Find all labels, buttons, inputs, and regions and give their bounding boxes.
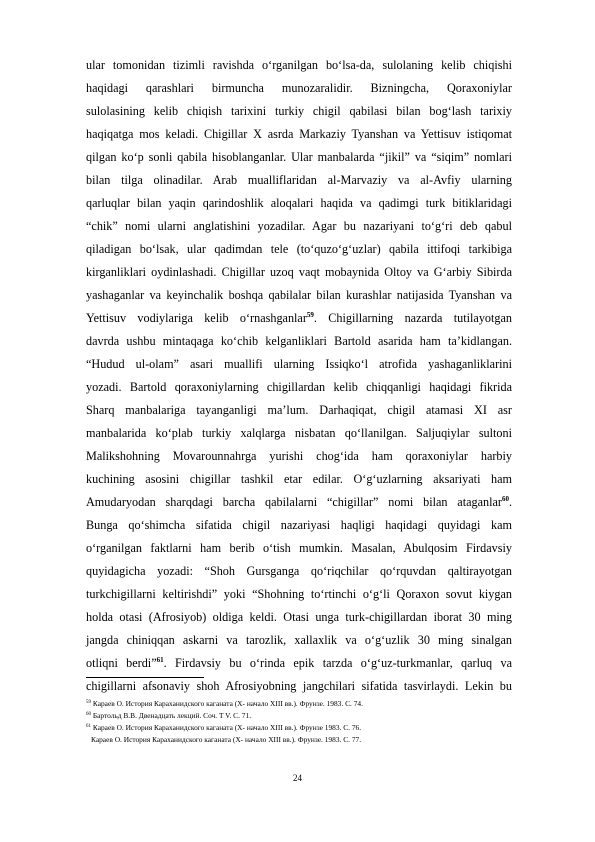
footnote-ref-59[interactable]: 59 bbox=[306, 311, 314, 319]
paragraph-line: “Hudud ul-olam” asari muallifi ularning Issiqko‘l atrofida yashaganliklarini bbox=[86, 357, 512, 371]
paragraph-line: “chik” nomi ularni anglatishini yozadilar. Agar bu nazariyani to‘g‘ri deb qabul bbox=[86, 219, 512, 233]
footnote-ref-60[interactable]: 60 bbox=[501, 495, 509, 503]
paragraph-line: Sharq manbalariga tayanganligi ma’lum. Darhaqiqat, chigil atamasi XI asr bbox=[86, 403, 512, 417]
line-text: . bbox=[508, 495, 512, 509]
paragraph-line: yashaganlar va keyinchalik boshqa qabilalar bilan kurashlar natijasida Tyanshan va bbox=[86, 288, 512, 302]
paragraph-line: kirganliklari oydinlashadi. Chigillar uzoq vaqt mobaynida Oltoy va G‘arbiy Sibirda bbox=[86, 265, 512, 279]
line-text: Amudaryodan sharqdagi barcha qabilalarni “chigillar” nomi bilan ataganlar bbox=[86, 495, 502, 509]
footnote-separator bbox=[86, 677, 204, 678]
paragraph-line bbox=[86, 311, 512, 325]
paragraph-line: bilan tilga olinadilar. Arab mualliflaridan al-Marvaziy va al-Avfiy ularning bbox=[86, 173, 512, 187]
paragraph-line bbox=[86, 495, 512, 509]
line-text: . Chigillarning nazarda tutilayotgan bbox=[313, 311, 512, 325]
footnote-text: Караев О. История Караханидского каганата (X- начало XIII вв.). Фрунзе. 1983. С. 77. bbox=[91, 735, 362, 744]
paragraph-line: kuchining asosini chigillar tashkil etar edilar. O‘g‘uzlarning aksariyati ham bbox=[86, 472, 512, 486]
paragraph-line: turkchigillarni keltirishdi” yoki “Shohning to‘rtinchi o‘g‘li Qoraxon sovut kiygan bbox=[86, 587, 512, 601]
paragraph-line: qarluqlar bilan yaqin qarindoshlik aloqalari haqida va qadimgi turk bitiklaridagi bbox=[86, 196, 512, 210]
footnote-ref-61[interactable]: 61 bbox=[156, 656, 164, 664]
paragraph-line: qilgan ko‘p sonli qabila hisoblanganlar. Ular manbalarda “jikil” va “siqim” nomlari bbox=[86, 150, 512, 164]
paragraph-line: Malikshohning Movarounnahrga yurishi chog‘ida ham qoraxoniylar harbiy bbox=[86, 449, 512, 463]
footnote-number: 59 bbox=[86, 700, 91, 705]
footnote-number: 61 bbox=[86, 724, 91, 729]
paragraph-line: haqiqatga mos keladi. Chigillar X asrda Markaziy Tyanshan va Yettisuv istiqomat bbox=[86, 127, 512, 141]
paragraph-line: ular tomonidan tizimli ravishda o‘rganilgan bo‘lsa-da, sulolaning kelib chiqishi bbox=[86, 58, 512, 72]
footnote-text: Караев О. История Караханидского каганата (X- начало XIII вв.). Фрунзе. 1983. С. 74. bbox=[92, 699, 363, 708]
paragraph-line: quyidagicha yozadi: “Shoh Gursganga qo‘riqchilar qo‘rquvdan qaltirayotgan bbox=[86, 564, 512, 578]
line-text: otliqni berdi” bbox=[86, 656, 157, 670]
footnote-continuation bbox=[91, 735, 361, 744]
paragraph-line: yozadi. Bartold qoraxoniylarning chigillardan kelib chiqqanligi haqidagi fikrida bbox=[86, 380, 512, 394]
footnote-text: Бартольд В.В. Двенадцать лекций. Соч. T V. C. 71. bbox=[92, 711, 252, 720]
paragraph-line: Bunga qo‘shimcha sifatida chigil nazariyasi haqligi haqidagi quyidagi kam bbox=[86, 518, 512, 532]
page-number: 24 bbox=[293, 773, 302, 783]
paragraph-line: manbalarida ko‘plab turkiy xalqlarga nisbatan qo‘llanilgan. Saljuqiylar sultoni bbox=[86, 426, 512, 440]
paragraph-line: jangda chiniqqan askarni va tarozlik, xallaxlik va o‘g‘uzlik 30 ming sinalgan bbox=[86, 633, 512, 647]
footnote-60 bbox=[86, 711, 251, 720]
line-text: . Firdavsiy bu o‘rinda epik tarzda o‘g‘uz-turkmanlar, qarluq va bbox=[163, 656, 512, 670]
paragraph-line: o‘rganilgan faktlarni ham berib o‘tish mumkin. Masalan, Abulqosim Firdavsiy bbox=[86, 541, 512, 555]
paragraph-line: haqidagi qarashlari birmuncha munozaralidir. Bizningcha, Qoraxoniylar bbox=[86, 81, 512, 95]
paragraph-line: davrda ushbu mintaqaga ko‘chib kelganliklari Bartold asarida ham ta’kidlangan. bbox=[86, 334, 512, 348]
paragraph-line: holda otasi (Afrosiyob) oldiga keldi. Otasi unga turk-chigillardan iborat 30 ming bbox=[86, 610, 512, 624]
line-text: Yettisuv vodiylariga kelib o‘rnashganlar bbox=[86, 311, 307, 325]
footnote-61 bbox=[86, 723, 361, 732]
footnote-number: 60 bbox=[86, 712, 91, 717]
paragraph-line: qiladigan bo‘lsak, ular qadimdan tele (to‘quzo‘g‘uzlar) qabila ittifoqi tarkibiga bbox=[86, 242, 512, 256]
paragraph-line bbox=[86, 656, 512, 670]
footnote-59 bbox=[86, 699, 363, 708]
paragraph-line: chigillarni afsonaviy shoh Afrosiyobning jangchilari sifatida tasvirlaydi. Lekin bu bbox=[86, 679, 512, 693]
footnote-text: Караев О. История Караханидского каганата (X- начало XIII вв.). Фрунзе 1983. С. 76. bbox=[92, 723, 362, 732]
paragraph-line: sulolasining kelib chiqish tarixini turkiy chigil qabilasi bilan bog‘lash tarixiy bbox=[86, 104, 512, 118]
